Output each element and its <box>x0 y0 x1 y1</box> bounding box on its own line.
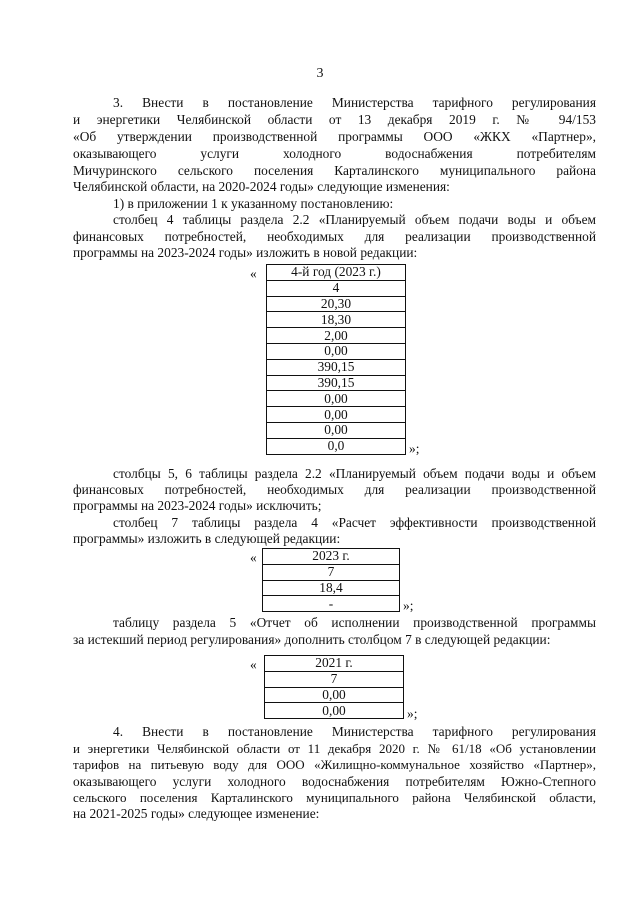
table1-cell: 0,00 <box>267 343 406 359</box>
paragraph-3-line: Челябинской области, на 2020-2024 годы» следующие изменения: <box>73 179 450 194</box>
column7-instruction-line: столбец 7 таблицы раздела 4 «Расчет эффективности производственной <box>113 515 596 530</box>
paragraph-3-line: 3. Внести в постановление Министерства тарифного регулирования <box>113 95 596 110</box>
table-row <box>267 407 406 423</box>
table-row <box>265 687 404 703</box>
table3-quote-open: « <box>250 657 257 672</box>
page-number: 3 <box>316 66 324 81</box>
table-row <box>265 656 404 672</box>
paragraph-4-line: оказывающего услуги холодного водоснабжения потребителям Южно-Степного <box>73 774 596 789</box>
table3-cell: 0,00 <box>265 687 404 703</box>
columns56-instruction-line: программы на 2023-2024 годы» исключить; <box>73 498 322 513</box>
table1-cell: 0,00 <box>267 407 406 423</box>
table2-quote-open: « <box>250 550 257 565</box>
table2-cell: - <box>263 596 400 612</box>
table-row <box>265 671 404 687</box>
table1-quote-close: »; <box>409 441 420 456</box>
table1-quote-open: « <box>250 266 257 281</box>
column7-instruction-line: программы» изложить в следующей редакции: <box>73 531 341 546</box>
table2-cell: 18,4 <box>263 580 400 596</box>
table-row <box>267 265 406 281</box>
table-row <box>267 343 406 359</box>
column4-instruction-line: финансовых потребностей, необходимых для реализации производственной <box>73 229 596 244</box>
columns56-instruction-line: финансовых потребностей, необходимых для реализации производственной <box>73 482 596 497</box>
paragraph-4-line: тарифов на питьевую воду для ООО «Жилищно-коммунальное хозяйство «Партнер», <box>73 757 596 772</box>
table1-cell: 18,30 <box>267 312 406 328</box>
table1-header: 4-й год (2023 г.) <box>267 265 406 281</box>
table2-header: 2023 г. <box>263 549 400 565</box>
paragraph-4-line: на 2021-2025 годы» следующее изменение: <box>73 806 320 821</box>
table-row <box>267 438 406 454</box>
table3-cell: 7 <box>265 671 404 687</box>
paragraph-4-line: сельского поселения Карталинского муниципального района Челябинской области, <box>73 790 596 805</box>
table-row <box>267 391 406 407</box>
table-row <box>267 328 406 344</box>
column4-instruction-line: программы на 2023-2024 годы» изложить в новой редакции: <box>73 245 418 260</box>
subparagraph-1: 1) в приложении 1 к указанному постановлению: <box>113 196 394 211</box>
table3 <box>264 655 404 719</box>
table3-cell: 0,00 <box>265 703 404 719</box>
table1-cell: 0,0 <box>267 438 406 454</box>
table3-header: 2021 г. <box>265 656 404 672</box>
table-row <box>267 359 406 375</box>
paragraph-3-line: «Об утверждении производственной программы ООО «ЖКХ «Партнер», <box>73 129 596 144</box>
table-row <box>263 580 400 596</box>
table2-cell: 7 <box>263 564 400 580</box>
paragraph-4-line: и энергетики Челябинской области от 11 декабря 2020 г. № 61/18 «Об установлении <box>73 741 596 756</box>
table1-cell: 390,15 <box>267 375 406 391</box>
table-row <box>263 549 400 565</box>
paragraph-3-line: оказывающего услуги холодного водоснабжения потребителям <box>73 146 596 161</box>
paragraph-3-line: Мичуринского сельского поселения Карталинского муниципального района <box>73 163 596 178</box>
table1-cell: 390,15 <box>267 359 406 375</box>
columns56-instruction-line: столбцы 5, 6 таблицы раздела 2.2 «Планируемый объем подачи воды и объем <box>113 466 596 481</box>
paragraph-3-line: и энергетики Челябинской области от 13 декабря 2019 г. № 94/153 <box>73 112 596 127</box>
table1-cell: 4 <box>267 280 406 296</box>
paragraph-4-line: 4. Внести в постановление Министерства тарифного регулирования <box>113 724 596 739</box>
table-row <box>267 375 406 391</box>
table5-instruction-line: за истекший период регулирования» дополнить столбцом 7 в следующей редакции: <box>73 632 551 647</box>
table5-instruction-line: таблицу раздела 5 «Отчет об исполнении производственной программы <box>113 615 596 630</box>
table-row <box>265 703 404 719</box>
table-row <box>267 296 406 312</box>
table-row <box>267 280 406 296</box>
column4-instruction-line: столбец 4 таблицы раздела 2.2 «Планируемый объем подачи воды и объем <box>113 212 596 227</box>
table3-quote-close: »; <box>407 706 418 721</box>
table2 <box>262 548 400 612</box>
table-row <box>267 422 406 438</box>
table1-cell: 2,00 <box>267 328 406 344</box>
table1-cell: 0,00 <box>267 391 406 407</box>
table-row <box>263 596 400 612</box>
table-row <box>267 312 406 328</box>
table2-quote-close: »; <box>403 598 414 613</box>
table-row <box>263 564 400 580</box>
table1-cell: 20,30 <box>267 296 406 312</box>
table1-cell: 0,00 <box>267 422 406 438</box>
table1 <box>266 264 406 455</box>
